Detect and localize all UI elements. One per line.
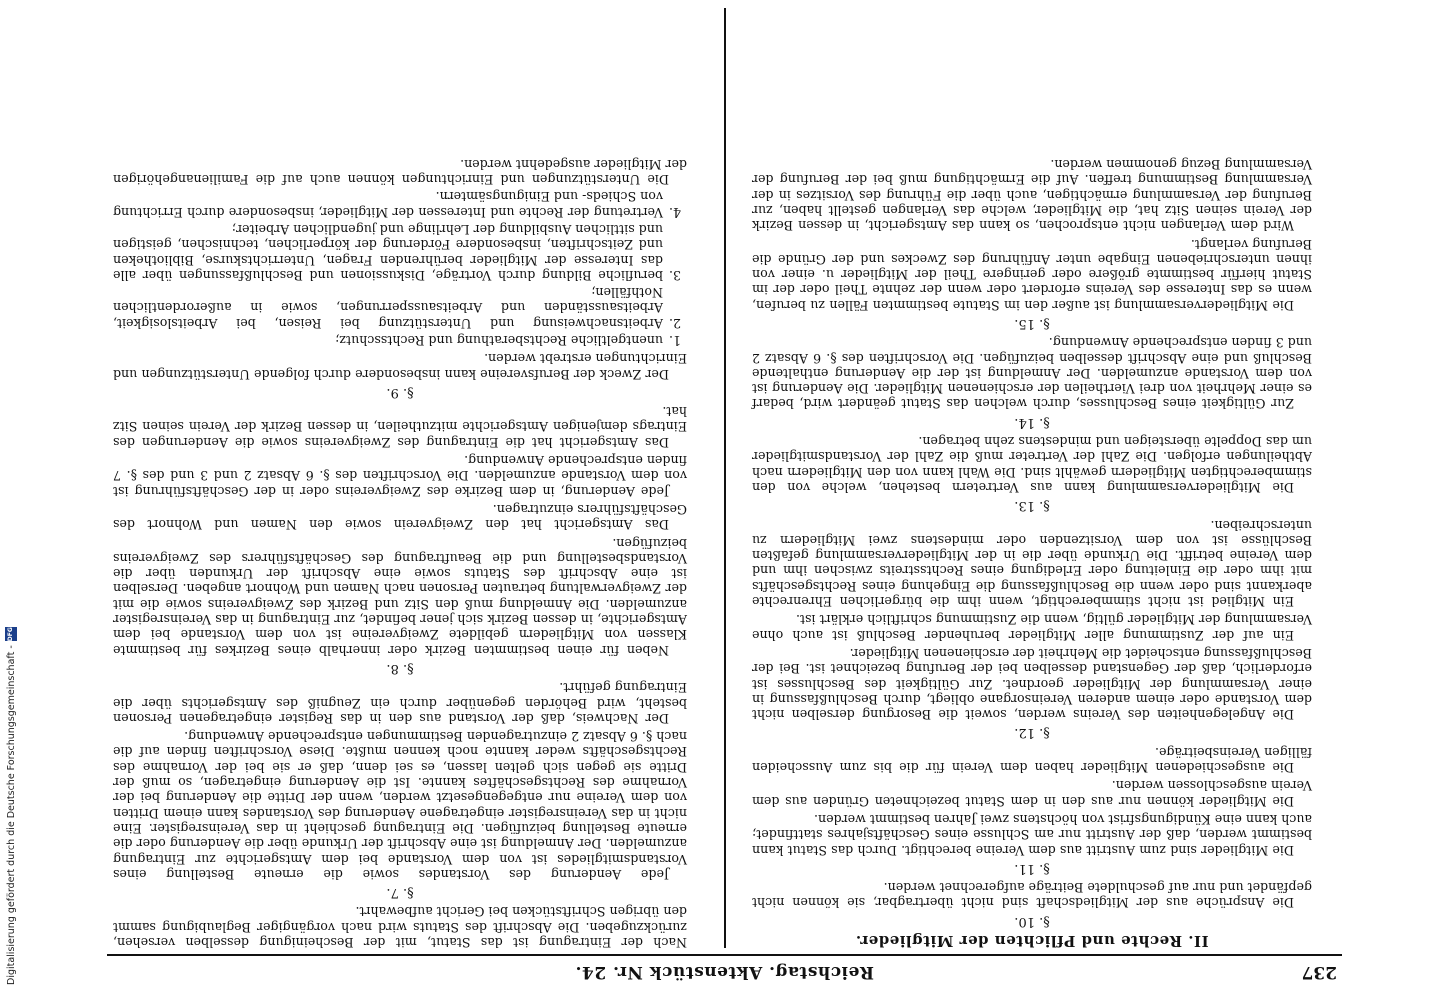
dfg-logo-icon: DFG bbox=[5, 627, 17, 641]
header-rule bbox=[107, 954, 1342, 956]
paragraph: Die Mitgliederversammlung kann aus Vertretern bestehen, welche von den stimmberechtigten Mitgliedern gewählt sind. Die Wahl kann von den Mitgliedern nach Abtheilungen erfolgen. Die Zahl der Vertreter muß die Zahl der Vorstandsmitglieder um das Doppelte übersteigen und mindestens zehn betragen. bbox=[752, 434, 1312, 495]
digitization-note bbox=[2, 0, 22, 1000]
column-divider bbox=[725, 8, 727, 948]
section-heading-13: §. 13. bbox=[1014, 498, 1050, 514]
paragraph: Die Mitgliederversammlung ist außer den im Statute bestimmten Fällen zu berufen, wenn es das Interesse des Vereins erfordert oder wenn der zehnte Theil oder der im Statut hierfür bestimmte größere oder geringere Theil der Mitglieder u. einer von ihnen unterschriebenen Eingabe unter Anführung des Zweckes und der Gründe die Berufung verlangt. bbox=[752, 236, 1312, 313]
paragraph: Die Mitglieder können nur aus den in dem Statut bezeichneten Gründen aus dem Verein ausgeschlossen werden. bbox=[752, 778, 1312, 809]
section-heading-12: §. 12. bbox=[1014, 725, 1050, 741]
paragraph: Der Zweck der Berufsvereine kann insbesondere durch folgende Unterstützungen und Einrichtungen erstrebt werden. bbox=[113, 351, 687, 382]
list-item: 2. Arbeitsnachweisung und Unterstützung bei Reisen, bei Arbeitslosigkeit, Arbeitsausständen und Arbeitsaussperrungen, sowie in außerordentlichen Nothfällen; bbox=[113, 285, 682, 331]
page-header bbox=[112, 958, 1337, 982]
paragraph: Die Mitglieder sind zum Austritt aus dem Vereine berechtigt. Durch das Statut kann bestimmt werden, daß der Austritt nur am Schlusse eines Geschäftsjahres stattfindet; auch kann eine Kündigungsfrist von höchstens zwei Jahren bestimmt werden. bbox=[752, 811, 1312, 858]
paragraph: Ein auf der Zustimmung aller Mitglieder beruhender Beschluß ist auch ohne Versammlung der Mitglieder gültig, wenn die Zustimmung schriftlich erklärt ist. bbox=[752, 612, 1312, 643]
paragraph: Ein Mitglied ist nicht stimmberechtigt, wenn ihm die bürgerlichen Ehrenrechte aberkannt sind oder wenn die Beschlußfassung die Eingehung eines Rechtsgeschäfts mit ihm oder die Einleitung oder Erledigung eines Rechtsstreits zwischen ihm und dem Vereine betrifft. Die Urkunde über die in der Mitgliederversammlung gefaßten Beschlüsse ist von dem Vorsitzenden oder mindestens zwei Mitgliedern zu unterschreiben. bbox=[752, 517, 1312, 610]
paragraph: Zur Gültigkeit eines Beschlusses, durch welchen das Statut geändert wird, bedarf es einer Mehrheit von drei Viertheilen der erschienenen Mitglieder. Die Aenderung ist von dem Vorstande anzumelden. Der Anmeldung ist der die Aenderung enthaltende Beschluß und eine Abschrift desselben beizufügen. Die Vorschriften des §. 6 Absatz 2 und 3 finden entsprechende Anwendung. bbox=[752, 335, 1312, 412]
section-title: II. Rechte und Pflichten der Mitglieder. bbox=[855, 932, 1209, 950]
column-2 bbox=[113, 153, 687, 950]
section-heading-9: §. 9. bbox=[386, 384, 414, 400]
paragraph: Die ausgeschiedenen Mitglieder haben dem Verein für die bis zum Ausscheiden fälligen Vereinsbeiträge. bbox=[752, 744, 1312, 776]
list-item: 4. Vertretung der Rechte und Interessen der Mitglieder, insbesondere durch Errichtung von Schieds- und Einigungsämtern. bbox=[113, 189, 682, 220]
section-heading-7: §. 7. bbox=[386, 885, 414, 901]
list-item: 3. berufliche Bildung durch Vorträge, Diskussionen und Beschlußfassungen über alle das Interesse der Mitglieder berührenden Fragen, Unterrichtskurse, Bibliotheken und Zeitschriften, insbesondere Förderung der körperlichen, technischen, geistigen und sittlichen Ausbildung der Lehrlinge und jugendlichen Arbeiter; bbox=[113, 221, 682, 283]
section-heading-14: §. 14. bbox=[1014, 414, 1050, 430]
paragraph: Nach der Eintragung ist das Statut, mit der Bescheinigung desselben versehen, zurückzugeben. Die Abschrift des Statuts wird nach vorgängiger Beglaubigung sammt den übrigen Schriftstücken bei Gericht aufbewahrt. bbox=[113, 904, 687, 950]
section-heading-15: §. 15. bbox=[1014, 316, 1050, 332]
paragraph: Die Angelegenheiten des Vereins werden, soweit die Besorgung derselben nicht dem Vorstande oder einem anderen Vereinsorgane obliegt, durch Beschlußfassung in einer Versammlung der Mitglieder geordnet. Zur Gültigkeit des Beschlusses ist erforderlich, daß der Gegenstand desselben bei der Berufung bezeichnet ist. Bei der Beschlußfassung entscheidet die Mehrheit der erschienenen Mitglieder. bbox=[752, 645, 1312, 723]
section-heading-10: §. 10. bbox=[1014, 913, 1050, 929]
page-number: 237 bbox=[1301, 962, 1337, 982]
paragraph: Das Amtsgericht hat die Eintragung des Zweigvereins sowie die Aenderungen des Eintrags demjenigen Amtsgerichte mitzutheilen, in dessen Bezirk der Verein seinen Sitz hat. bbox=[113, 404, 687, 450]
column-1 bbox=[752, 154, 1312, 950]
section-heading-11: §. 11. bbox=[1014, 860, 1050, 876]
paragraph: Der Nachweis, daß der Vorstand aus den in das Register eingetragenen Personen besteht, wird Behörden gegenüber durch ein Zeugniß des Amtsgerichts über die Eintragung geführt. bbox=[113, 680, 687, 726]
paragraph: Die Ansprüche aus der Mitgliedschaft sind nicht übertragbar, sie können nicht gepfändet und nur auf geschuldete Beiträge aufgerechnet werden. bbox=[752, 880, 1312, 911]
paragraph: Das Amtsgericht hat den Zweigverein sowie den Namen und Wohnort des Geschäftsführers einzutragen. bbox=[113, 501, 687, 533]
running-title: Reichstag. Aktenstück Nr. 24. bbox=[575, 962, 874, 982]
paragraph: Die Unterstützungen und Einrichtungen können auch auf die Familienangehörigen der Mitglieder ausgedehnt werden. bbox=[113, 156, 687, 188]
paragraph: Neben für einen bestimmten Bezirk oder innerhalb eines Bezirkes für bestimmte Klassen von Mitgliedern gebildete Zweigvereine ist von dem Vorstande bei dem Amtsgerichte, in dessen Bezirk sich jener befindet, zur Eintragung in das Vereinsregister anzumelden. Die Anmeldung muß den Sitz und Bezirk des Zweigvereins sowie die mit der Zweigverwaltung betrauten Personen nach Namen und Wohnort angeben. Derselben ist eine Abschrift des Statuts sowie eine Abschrift der Urkunden über die Vorstandsbestellung und die Beauftragung des Geschäftsführers des Zweigvereins beizufügen. bbox=[113, 535, 687, 658]
digitization-text: Digitalisierung gefördert durch die Deutsche Forschungsgemeinschaft - bbox=[5, 645, 17, 985]
list-item: 1. unentgeltliche Rechtsberathung und Rechtsschutz; bbox=[335, 333, 682, 349]
paragraph: Jede Aenderung, in dem Bezirke des Zweigvereins oder in der Geschäftsführung ist von dem Vorstande anzumelden. Die Vorschriften des §. 6 Absatz 2 und 3 und des §. 7 finden entsprechende Anwendung. bbox=[113, 453, 687, 499]
paragraph: Jede Aenderung des Vorstandes sowie die erneute Bestellung eines Vorstandsmitgliedes ist von dem Vorstande bei dem Amtsgerichte zur Eintragung anzumelden. Der Anmeldung ist eine Abschrift der Urkunde über die Aenderung oder die erneute Bestellung beizufügen. Die Eintragung geschieht in das Vereinsregister. Eine nicht in das Vereinsregister eingetragene Aenderung des Vorstandes kann einem Dritten von dem Vereine nur entgegengesetzt werden, wenn der Dritte die Aenderung bei der Vornahme des Rechtsgeschäftes kannte. Ist die Aenderung eingetragen, so muß der Dritte sie gegen sich gelten lassen, es sei denn, daß er sie bei der Vornahme des Rechtsgeschäfts weder kannte noch kennen mußte. Diese Vorschriften finden auf die nach §. 6 Absatz 2 einzutragenden Bestimmungen entsprechende Anwendung. bbox=[113, 729, 687, 882]
paragraph: Wird dem Verlangen nicht entsprochen, so kann das Amtsgericht, in dessen Bezirk der Verein seinen Sitz hat, die Mitglieder, welche das Verlangen gestellt haben, zur Berufung der Versammlung ermächtigen, auch über die Führung des Vorsitzes in der Versammlung Bestimmung treffen. Auf die Ermächtigung muß bei der Berufung der Versammlung Bezug genommen werden. bbox=[752, 157, 1312, 234]
section-heading-8: §. 8. bbox=[386, 660, 414, 676]
